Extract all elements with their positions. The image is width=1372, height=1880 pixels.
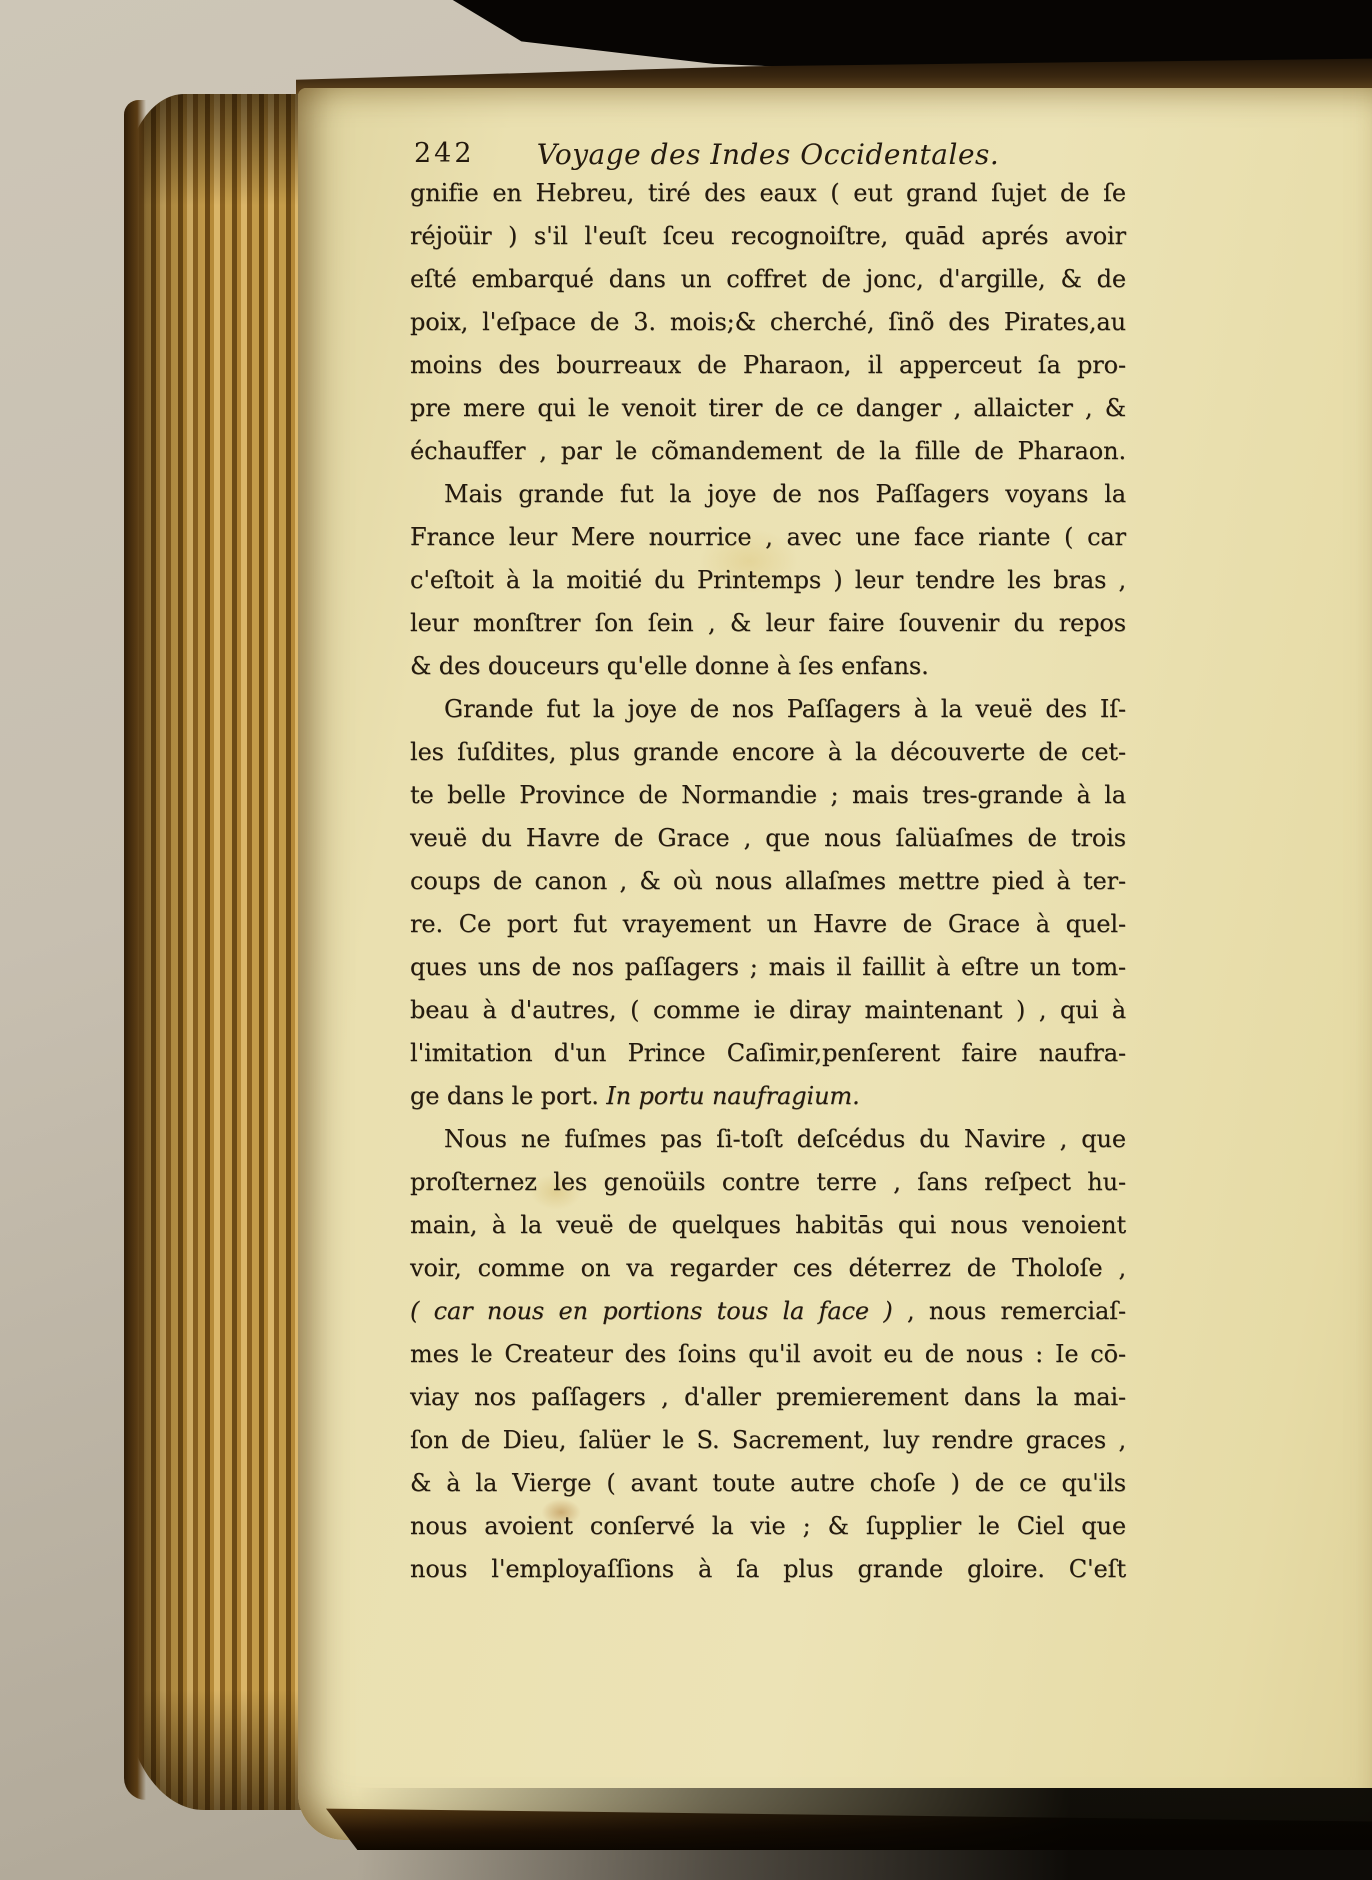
- text-segment: nous l'employaſſions à ſa plus grande gloire. C'eſt: [410, 1555, 1126, 1583]
- text-line: [410, 1032, 1126, 1075]
- stack-spine: [124, 100, 146, 1800]
- text-line: [410, 1161, 1126, 1204]
- text-segment: échauffer , par le cõmandement de la fille de Pharaon.: [410, 437, 1126, 465]
- text-line: [410, 215, 1126, 258]
- text-line: [410, 817, 1126, 860]
- text-line: [410, 1419, 1126, 1462]
- text-line: [410, 1462, 1126, 1505]
- body-text: [410, 172, 1126, 1591]
- text-line: [410, 344, 1126, 387]
- paragraph: [410, 172, 1126, 473]
- page-number: 242: [414, 138, 475, 169]
- text-segment: , nous remerciaſ-: [906, 1297, 1126, 1325]
- italic-phrase: In portu naufragium.: [606, 1082, 860, 1110]
- text-line: [410, 301, 1126, 344]
- text-line: [410, 473, 1126, 516]
- text-segment: beau à d'autres, ( comme ie diray maintenant ) , qui à: [410, 996, 1126, 1024]
- text-line: [410, 430, 1126, 473]
- paragraph: [410, 473, 1126, 688]
- text-line: [410, 1333, 1126, 1376]
- text-segment: proſternez les genoüils contre terre , ſans reſpect hu-: [410, 1168, 1126, 1196]
- bottom-shadow: [0, 1788, 1372, 1880]
- text-segment: réjoüir ) s'il l'euſt ſceu recognoiſtre, quād aprés avoir: [410, 222, 1126, 250]
- text-segment: & à la Vierge ( avant toute autre choſe ) de ce qu'ils: [410, 1469, 1126, 1497]
- text-line: [410, 946, 1126, 989]
- text-segment: mes le Createur des ſoins qu'il avoit eu de nous : Ie cō-: [410, 1340, 1126, 1368]
- paragraph: [410, 688, 1126, 1118]
- text-segment: coups de canon , & où nous allaſmes mettre pied à ter-: [410, 867, 1126, 895]
- text-segment: nous avoient conſervé la vie ; & ſupplier le Ciel que: [410, 1512, 1126, 1540]
- text-line: [410, 860, 1126, 903]
- text-segment: poix, l'eſpace de 3. mois;& cherché, ſinõ des Pirates,au: [410, 308, 1126, 336]
- text-segment: & des douceurs qu'elle donne à ſes enfans.: [410, 652, 929, 680]
- italic-phrase: ( car nous en portions tous la face ): [410, 1297, 907, 1325]
- text-block: [410, 138, 1126, 1591]
- text-segment: pre mere qui le venoit tirer de ce danger , allaicter , &: [410, 394, 1126, 422]
- text-segment: leur monſtrer ſon ſein , & leur faire ſouvenir du repos: [410, 609, 1126, 637]
- text-segment: re. Ce port fut vrayement un Havre de Grace à quel-: [410, 910, 1126, 938]
- text-segment: gnifie en Hebreu, tiré des eaux ( eut grand ſujet de ſe: [410, 179, 1126, 207]
- text-line: [410, 387, 1126, 430]
- text-line: [410, 258, 1126, 301]
- text-line: [410, 1118, 1126, 1161]
- text-line: [410, 774, 1126, 817]
- text-line: [410, 903, 1126, 946]
- text-segment: Grande fut la joye de nos Paſſagers à la veuë des Iſ-: [444, 695, 1126, 723]
- text-segment: l'imitation d'un Prince Caſimir,penſerent faire naufra-: [410, 1039, 1126, 1067]
- text-segment: Mais grande fut la joye de nos Paſſagers voyans la: [444, 480, 1126, 508]
- page-edge-stack: [124, 94, 318, 1810]
- text-line: [410, 1548, 1126, 1591]
- text-segment: Nous ne fuſmes pas ſi-toſt deſcédus du Navire , que: [444, 1125, 1126, 1153]
- text-segment: te belle Province de Normandie ; mais tres-grande à la: [410, 781, 1126, 809]
- text-segment: ſon de Dieu, ſalüer le S. Sacrement, luy rendre graces ,: [410, 1426, 1126, 1454]
- text-segment: voir, comme on va regarder ces déterrez de Tholoſe ,: [410, 1254, 1126, 1282]
- text-line: [410, 1247, 1126, 1290]
- text-line: [410, 1204, 1126, 1247]
- text-line: [410, 1505, 1126, 1548]
- text-line: [410, 172, 1126, 215]
- text-line: [410, 731, 1126, 774]
- text-line: [410, 645, 1126, 688]
- text-segment: France leur Mere nourrice , avec une face riante ( car: [410, 523, 1126, 551]
- text-segment: c'eſtoit à la moitié du Printemps ) leur tendre les bras ,: [410, 566, 1126, 594]
- text-line: [410, 1290, 1126, 1333]
- text-segment: main, à la veuë de quelques habitās qui nous venoient: [410, 1211, 1126, 1239]
- text-segment: moins des bourreaux de Pharaon, il apperceut ſa pro-: [410, 351, 1126, 379]
- text-line: [410, 602, 1126, 645]
- text-segment: viay nos paſſagers , d'aller premierement dans la mai-: [410, 1383, 1126, 1411]
- running-title: Voyage des Indes Occidentales.: [536, 138, 1000, 171]
- text-segment: les ſuſdites, plus grande encore à la découverte de cet-: [410, 738, 1126, 766]
- text-line: [410, 516, 1126, 559]
- text-line: [410, 688, 1126, 731]
- text-segment: ge dans le port.: [410, 1082, 607, 1110]
- text-segment: veuë du Havre de Grace , que nous ſalüaſmes de trois: [410, 824, 1126, 852]
- text-line: [410, 1075, 1126, 1118]
- text-segment: eſté embarqué dans un coffret de jonc, d'argille, & de: [410, 265, 1126, 293]
- text-line: [410, 989, 1126, 1032]
- page-header: [410, 138, 1126, 172]
- book-page: [298, 88, 1372, 1840]
- paragraph: [410, 1118, 1126, 1591]
- text-line: [410, 1376, 1126, 1419]
- text-line: [410, 559, 1126, 602]
- text-segment: ques uns de nos paſſagers ; mais il faillit à eſtre un tom-: [410, 953, 1126, 981]
